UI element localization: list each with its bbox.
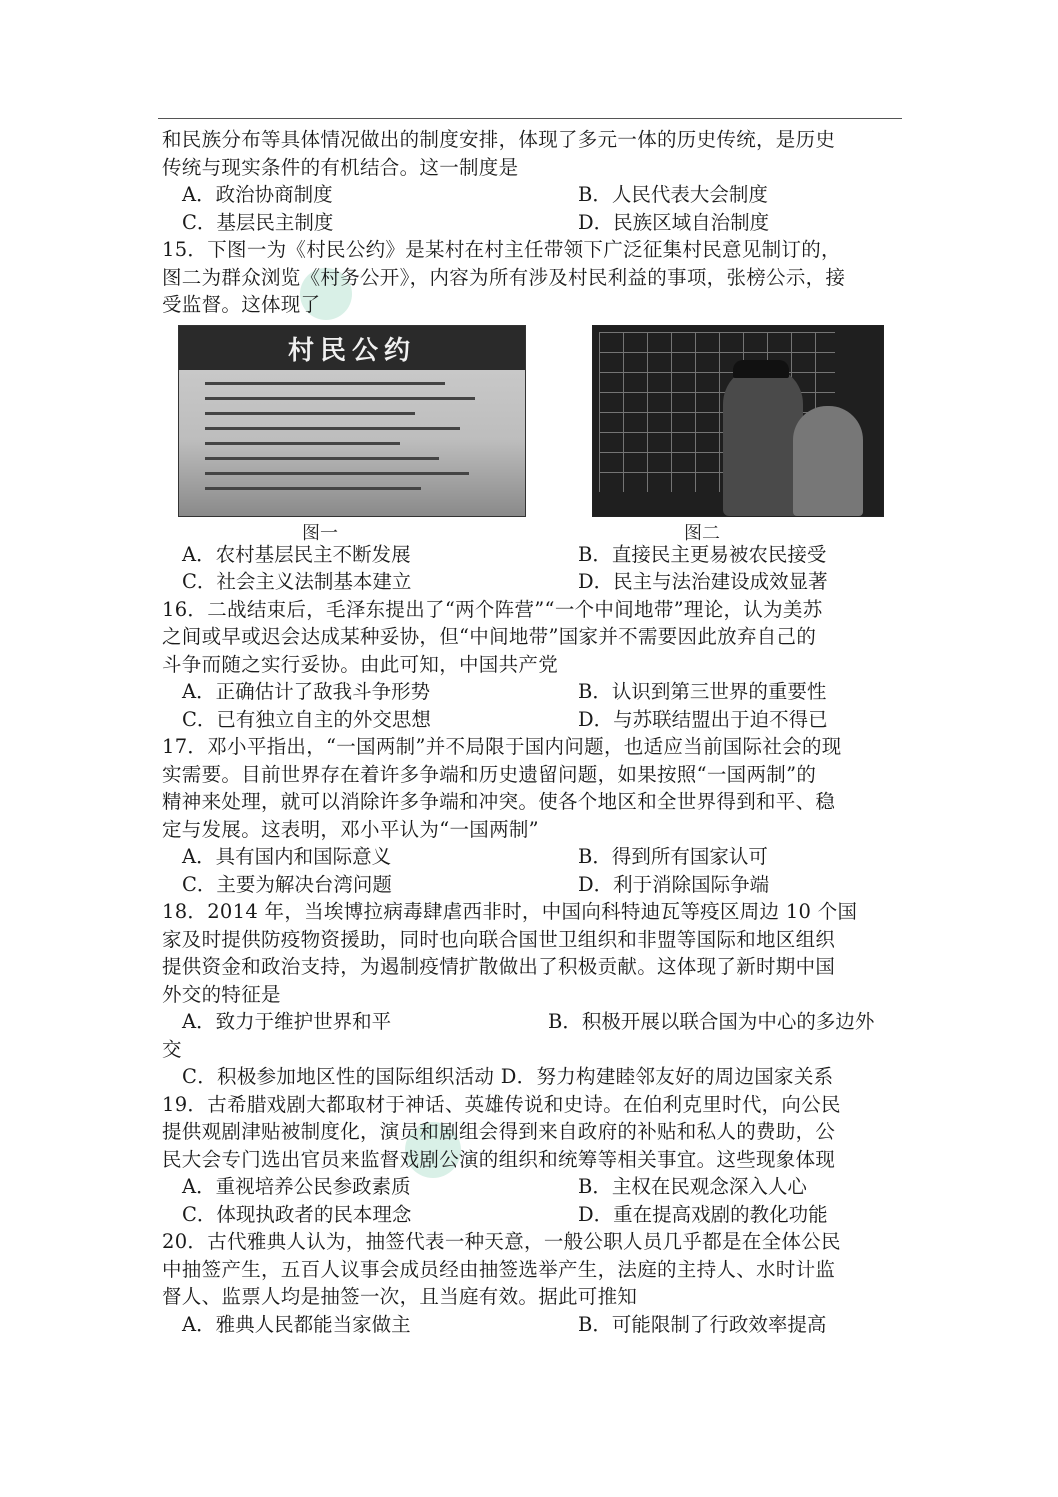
option-row <box>162 181 902 209</box>
option-row <box>162 541 902 569</box>
option: D．重在提高戏剧的教化功能 <box>578 1202 828 1226</box>
option: A．致力于维护世界和平 <box>182 1010 392 1033</box>
question-17-stem: 17．邓小平指出，“一国两制”并不局限于国内问题，也适应当前国际社会的现 <box>162 735 842 758</box>
question-text-line: 实需要。目前世界存在着许多争端和历史遗留问题，如果按照“一国两制”的 <box>162 762 817 786</box>
option: A．雅典人民都能当家做主 <box>182 1312 411 1336</box>
question-text-line: 传统与现实条件的有机结合。这一制度是 <box>162 155 519 179</box>
option: B．认识到第三世界的重要性 <box>578 680 827 703</box>
option-row <box>162 1008 902 1036</box>
option: D．利于消除国际争端 <box>578 872 770 896</box>
option-row <box>162 678 902 706</box>
option: B．可能限制了行政效率提高 <box>578 1312 827 1336</box>
option: B．直接民主更易被农民接受 <box>578 542 827 566</box>
question-text-line: 提供资金和政治支持，为遏制疫情扩散做出了积极贡献。这体现了新时期中国 <box>162 955 836 978</box>
option: B．积极开展以联合国为中心的多边外 <box>548 1010 875 1033</box>
option-row <box>162 1311 902 1339</box>
option: A．正确估计了敌我斗争形势 <box>182 680 431 703</box>
option: A．政治协商制度 <box>182 183 333 206</box>
text-rows <box>205 382 505 502</box>
option-row <box>162 843 902 871</box>
question-20-stem: 20．古代雅典人认为，抽签代表一种天意，一般公职人员几乎都是在全体公民 <box>162 1230 841 1253</box>
option-row: C．积极参加地区性的国际组织活动 D．努力构建睦邻友好的周边国家关系 <box>182 1065 834 1088</box>
figure-caption: 图二 <box>684 522 720 544</box>
question-text-line: 精神来处理，就可以消除许多争端和冲突。使各个地区和全世界得到和平、稳 <box>162 790 836 813</box>
option: C．社会主义法制基本建立 <box>182 570 412 593</box>
option: C．主要为解决台湾问题 <box>182 872 392 896</box>
option: C．体现执政者的民本理念 <box>182 1202 412 1226</box>
option-continuation: 交 <box>162 1037 182 1061</box>
question-text-line: 斗争而随之实行妥协。由此可知，中国共产党 <box>162 652 559 676</box>
question-16-stem: 16．二战结束后，毛泽东提出了“两个阵营”“一个中间地带”理论，认为美苏 <box>162 597 823 621</box>
option-row <box>162 568 902 596</box>
question-text-line: 外交的特征是 <box>162 982 281 1006</box>
option-row <box>162 871 902 899</box>
figure-village-affairs-board <box>592 325 884 517</box>
question-text-line: 定与发展。这表明，邓小平认为“一国两制” <box>162 817 539 841</box>
option: D．民族区域自治制度 <box>578 210 770 234</box>
option-row <box>162 1201 902 1229</box>
person-figure <box>723 366 803 516</box>
question-text-line: 受监督。这体现了 <box>162 293 321 316</box>
figure-title: 村民公约 <box>287 335 416 366</box>
option: A．具有国内和国际意义 <box>182 845 392 868</box>
question-text-line: 和民族分布等具体情况做出的制度安排，体现了多元一体的历史传统，是历史 <box>162 128 836 151</box>
question-19-stem: 19．古希腊戏剧大都取材于神话、英雄传说和史诗。在伯利克里时代，向公民 <box>162 1092 841 1116</box>
person-figure <box>793 406 863 516</box>
option: A．重视培养公民参政素质 <box>182 1175 411 1198</box>
option: C．基层民主制度 <box>182 210 334 234</box>
question-15-stem: 15．下图一为《村民公约》是某村在村主任带领下广泛征集村民意见制订的， <box>162 238 841 261</box>
option: D．与苏联结盟出于迫不得已 <box>578 707 828 731</box>
question-18-stem: 18．2014 年，当埃博拉病毒肆虐西非时，中国向科特迪瓦等疫区周边 10 个国 <box>162 900 858 923</box>
figure-village-covenant <box>178 325 526 517</box>
question-text-line: 督人、监票人均是抽签一次，且当庭有效。据此可推知 <box>162 1285 638 1308</box>
header-rule <box>158 118 902 119</box>
option: B．人民代表大会制度 <box>578 183 768 206</box>
question-text-line: 家及时提供防疫物资援助，同时也向联合国世卫组织和非盟等国际和地区组织 <box>162 927 836 951</box>
question-text-line: 图二为群众浏览《村务公开》，内容为所有涉及村民利益的事项，张榜公示，接 <box>162 265 846 289</box>
hat <box>733 360 789 378</box>
figure-caption: 图一 <box>302 522 338 544</box>
option: C．已有独立自主的外交思想 <box>182 707 431 731</box>
question-text-line: 中抽签产生，五百人议事会成员经由抽签选举产生，法庭的主持人、水时计监 <box>162 1257 836 1281</box>
option: B．主权在民观念深入人心 <box>578 1175 807 1198</box>
question-text-line: 民大会专门选出官员来监督戏剧公演的组织和统筹等相关事宜。这些现象体现 <box>162 1147 836 1171</box>
option: B．得到所有国家认可 <box>578 845 768 868</box>
exam-page <box>162 126 902 1338</box>
question-text-line: 之间或早或迟会达成某种妥协，但“中间地带”国家并不需要因此放弃自己的 <box>162 625 817 648</box>
option: D．民主与法治建设成效显著 <box>578 570 828 593</box>
question-text-line: 提供观剧津贴被制度化，演员和剧组会得到来自政府的补贴和私人的费助，公 <box>162 1120 836 1143</box>
option-row <box>162 1173 902 1201</box>
option: A．农村基层民主不断发展 <box>182 542 411 566</box>
figures <box>162 325 902 544</box>
option-row <box>162 706 902 734</box>
option-row <box>162 209 902 237</box>
